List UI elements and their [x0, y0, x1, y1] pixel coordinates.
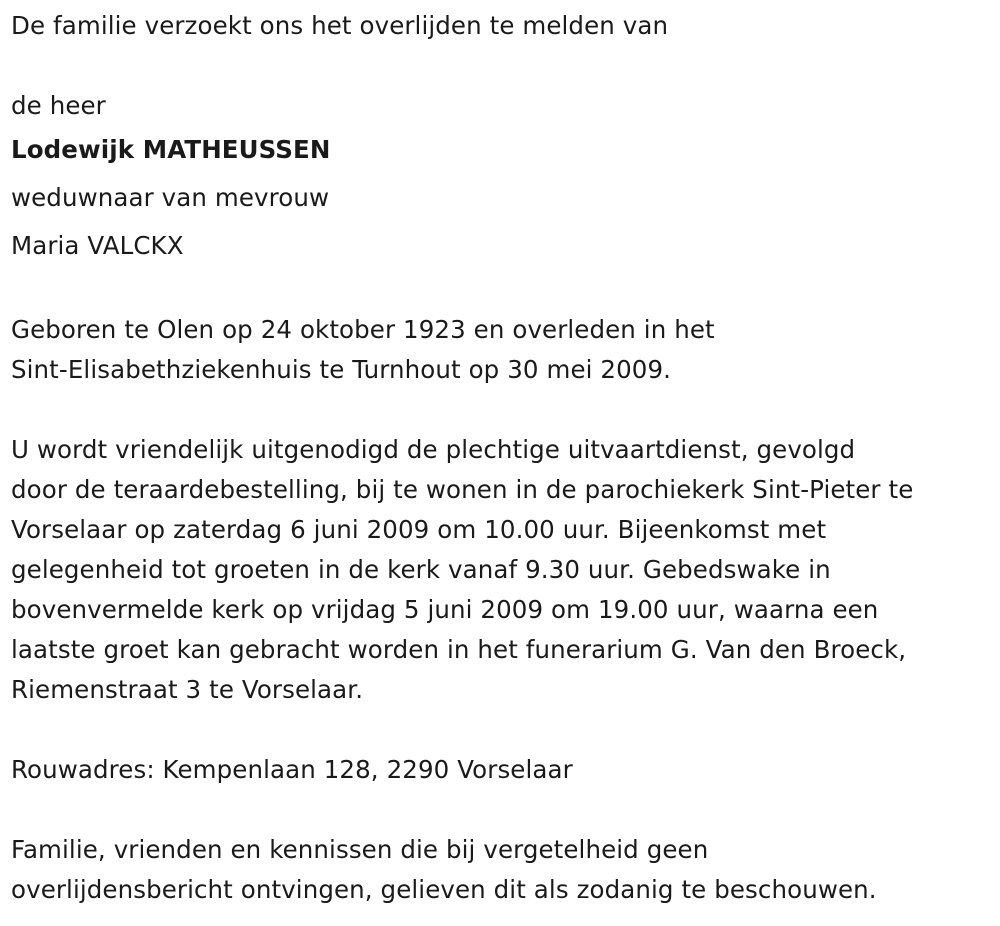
service-line: Riemenstraat 3 te Vorselaar. [11, 675, 364, 704]
spacer [11, 46, 996, 86]
closing-line: Familie, vrienden en kennissen die bij vergetelheid geen [11, 835, 709, 864]
birth-death-paragraph [11, 310, 996, 390]
intro-text: De familie verzoekt ons het overlijden te melden van [11, 11, 669, 40]
service-line: door de teraardebestelling, bij te wonen in de parochiekerk Sint-Pieter te [11, 475, 914, 504]
service-line: laatste groet kan gebracht worden in het funerarium G. Van den Broeck, [11, 635, 907, 664]
deceased-name: Lodewijk MATHEUSSEN [11, 135, 331, 164]
service-paragraph [11, 430, 996, 710]
service-line: Vorselaar op zaterdag 6 juni 2009 om 10.00 uur. Bijeenkomst met [11, 515, 827, 544]
service-line: gelegenheid tot groeten in de kerk vanaf 9.30 uur. Gebedswake in [11, 555, 831, 584]
service-line: bovenvermelde kerk op vrijdag 5 juni 2009 om 19.00 uur, waarna een [11, 595, 879, 624]
birth-death-line: Geboren te Olen op 24 oktober 1923 en overleden in het [11, 315, 715, 344]
closing-paragraph [11, 830, 996, 910]
spacer [11, 790, 996, 830]
relation-text: weduwnaar van mevrouw [11, 183, 330, 212]
closing-line: overlijdensbericht ontvingen, gelieven dit als zodanig te beschouwen. [11, 875, 877, 904]
spouse-name: Maria VALCKX [11, 231, 184, 260]
service-line: U wordt vriendelijk uitgenodigd de plechtige uitvaartdienst, gevolgd [11, 435, 856, 464]
spacer [11, 390, 996, 430]
salutation: de heer [11, 91, 106, 120]
birth-death-line: Sint-Elisabethziekenhuis te Turnhout op 30 mei 2009. [11, 355, 672, 384]
mourning-address: Rouwadres: Kempenlaan 128, 2290 Vorselaar [11, 755, 573, 784]
spacer [11, 710, 996, 750]
spacer [11, 270, 996, 310]
death-notice [11, 6, 996, 910]
